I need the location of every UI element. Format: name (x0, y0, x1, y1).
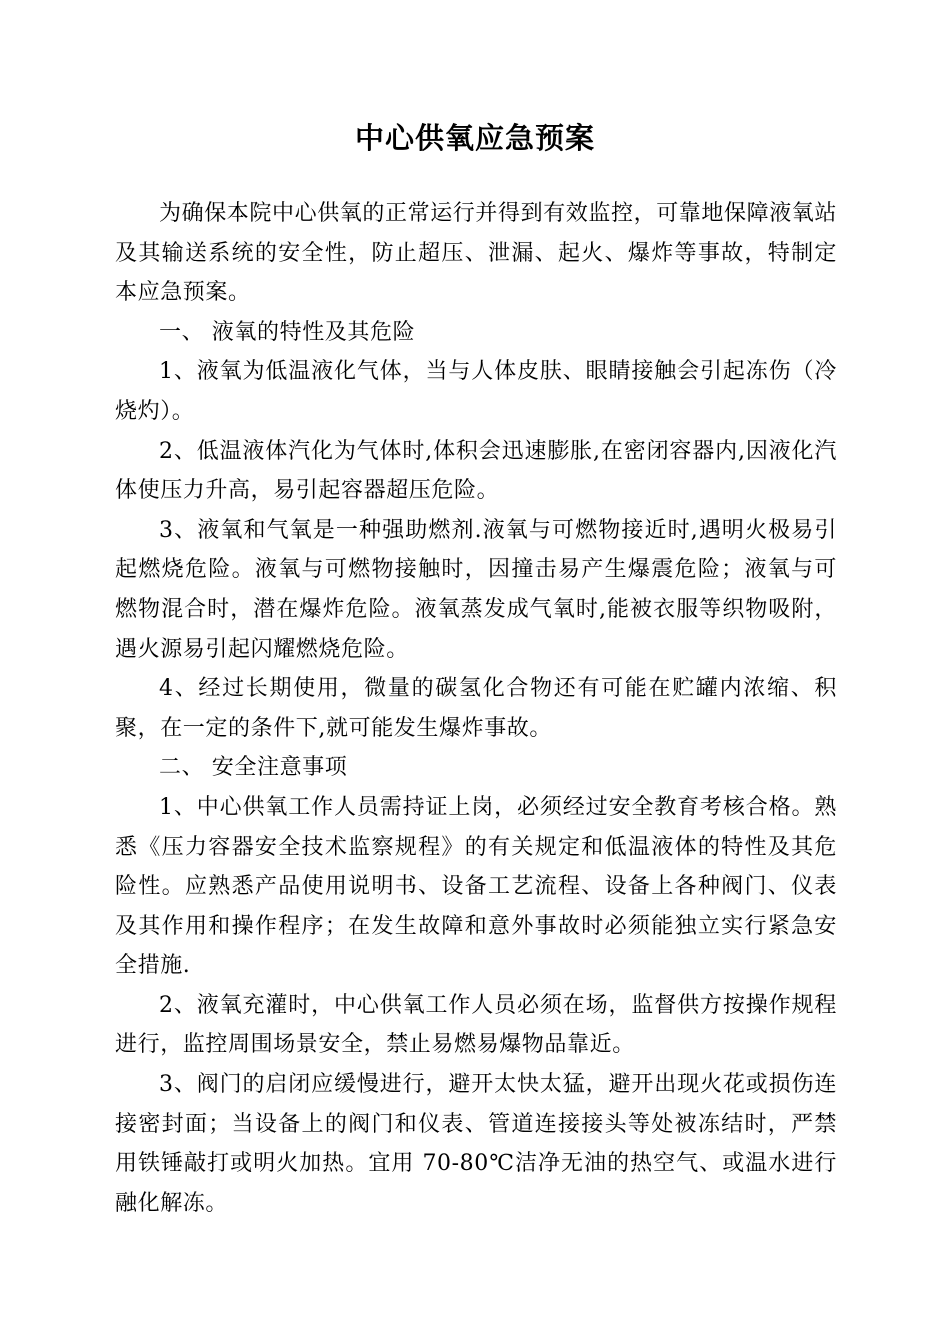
section-heading-1: 一、 液氧的特性及其危险 (159, 319, 416, 345)
section-1-item-4: 4、经过长期使用，微量的碳氢化合物还有可能在贮罐内浓缩、积聚，在一定的条件下,就可能发生爆炸事故。 (115, 676, 837, 741)
section-2-item-2: 2、液氧充灌时，中心供氧工作人员必须在场，监督供方按操作规程进行，监控周围场景安全，禁止易燃易爆物品靠近。 (115, 992, 837, 1058)
section-1-item-2: 2、低温液体汽化为气体时,体积会迅速膨胀,在密闭容器内,因液化汽体使压力升高，易引起容器超压危险。 (115, 438, 837, 504)
document-title: 中心供氧应急预案 (354, 121, 595, 155)
section-heading-2: 二、 安全注意事项 (159, 755, 348, 781)
section-2-item-3: 3、阀门的启闭应缓慢进行，避开太快太猛，避开出现火花或损伤连接密封面；当设备上的阀门和仪表、管道连接接头等处被冻结时，严禁用铁锤敲打或明火加热。宜用 70-80℃洁净无油的热空气、或温水进行融化解冻。 (115, 1072, 837, 1216)
intro-paragraph: 为确保本院中心供氧的正常运行并得到有效监控，可靠地保障液氧站及其输送系统的安全性，防止超压、泄漏、起火、爆炸等事故，特制定本应急预案。 (115, 201, 838, 306)
section-2-item-1: 1、中心供氧工作人员需持证上岗，必须经过安全教育考核合格。熟悉《压力容器安全技术监察规程》的有关规定和低温液体的特性及其危险性。应熟悉产品使用说明书、设备工艺流程、设备上各种阀门、仪表及其作用和操作程序；在发生故障和意外事故时必须能独立实行紧急安全措施. (115, 794, 837, 979)
section-1-item-1: 1、液氧为低温液化气体，当与人体皮肤、眼睛接触会引起冻伤（冷烧灼）。 (115, 359, 837, 424)
document-body (115, 194, 837, 1223)
section-1-item-3: 3、液氧和气氧是一种强助燃剂.液氧与可燃物接近时,遇明火极易引起燃烧危险。液氧与可燃物接触时，因撞击易产生爆震危险；液氧与可燃物混合时，潜在爆炸危险。液氧蒸发成气氧时,能被衣服等织物吸附，遇火源易引起闪耀燃烧危险。 (115, 517, 837, 662)
